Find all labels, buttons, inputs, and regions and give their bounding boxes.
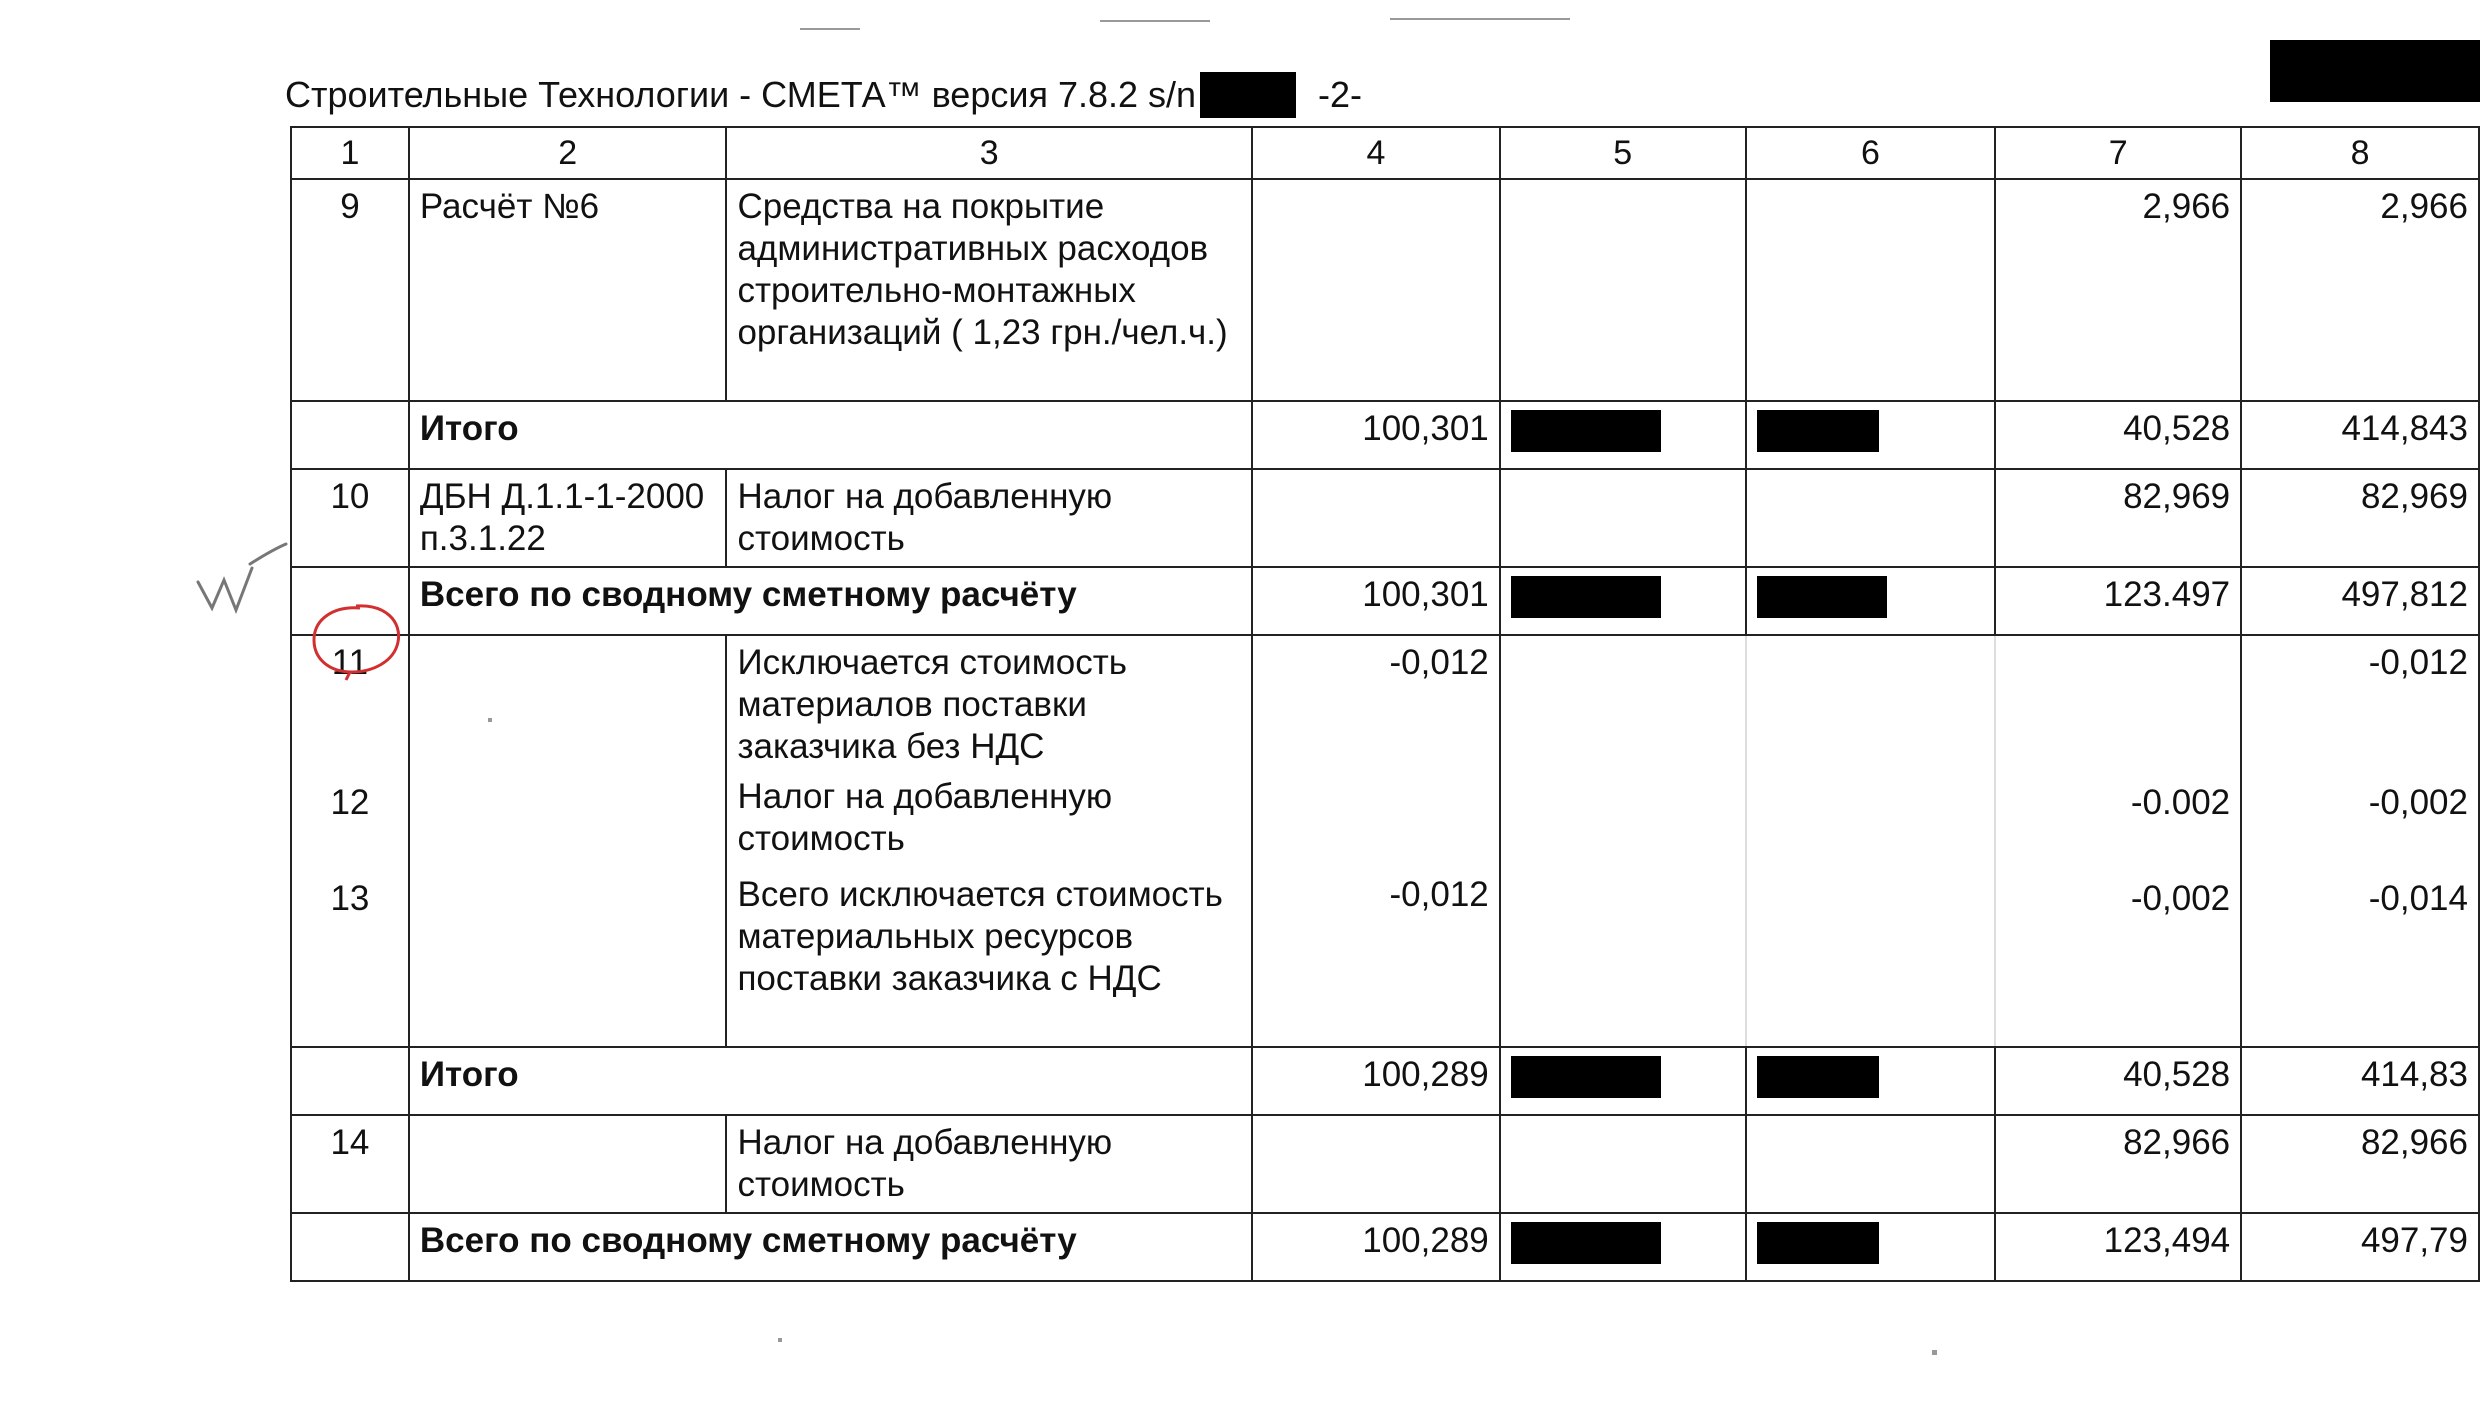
column-number: 3 — [726, 127, 1252, 179]
cell-col5 — [1500, 635, 1746, 1047]
value-redaction — [1511, 1222, 1661, 1264]
row-basis: ДБН Д.1.1-1-2000 п.3.1.22 — [409, 469, 727, 567]
cell-col5 — [1500, 401, 1746, 469]
row-number: 9 — [291, 179, 409, 401]
row-number-empty — [291, 401, 409, 469]
cell-col8: 497,79 — [2241, 1213, 2479, 1281]
cell-col4: -0,012 — [1389, 643, 1489, 682]
cell-col5 — [1500, 469, 1746, 567]
row-description: Налог на добавленную стоимость — [726, 1115, 1252, 1213]
cell-col5 — [1500, 1047, 1746, 1115]
row-number: 14 — [291, 1115, 409, 1213]
total-row — [291, 1213, 2479, 1281]
cell-col4-stack — [1252, 635, 1500, 1047]
row-label: Итого — [409, 1047, 1252, 1115]
cell-col6 — [1746, 179, 1996, 401]
value-redaction — [1511, 1056, 1661, 1098]
column-number: 5 — [1500, 127, 1746, 179]
row-description: Всего исключается стоимость материальных ресурсов поставки заказчика с НДС — [737, 875, 1223, 998]
cell-col4: 100,301 — [1252, 401, 1500, 469]
scan-speck — [1932, 1350, 1937, 1355]
cell-col8: -0,002 — [2368, 783, 2468, 822]
row-number: 12 — [330, 783, 370, 822]
header-title: Строительные Технологии - СМЕТА™ версия 7.8.2 s/n — [285, 74, 1197, 115]
cell-col8-stack — [2241, 635, 2479, 1047]
cell-col7: 123,494 — [1995, 1213, 2241, 1281]
cell-col7: 123.497 — [1995, 567, 2241, 635]
scan-speck — [800, 28, 860, 30]
row-description: Средства на покрытие административных расходов строительно-монтажных организаций ( 1,23 грн./чел.ч.) — [726, 179, 1252, 401]
value-redaction — [1757, 1222, 1879, 1264]
value-redaction — [1511, 410, 1661, 452]
cell-col7: 2,966 — [1995, 179, 2241, 401]
value-redaction — [1757, 410, 1879, 452]
cell-col5 — [1500, 179, 1746, 401]
cell-col4: 100,301 — [1252, 567, 1500, 635]
cell-col7: -0,002 — [2130, 879, 2231, 918]
row-number: 13 — [330, 879, 370, 918]
handwritten-check-mark — [190, 520, 300, 630]
cell-col6 — [1746, 1047, 1996, 1115]
cell-col4: 100,289 — [1252, 1047, 1500, 1115]
column-number: 8 — [2241, 127, 2479, 179]
row-description: Исключается стоимость материалов поставки заказчика без НДС — [737, 643, 1127, 766]
table-row — [291, 1115, 2479, 1213]
column-number: 2 — [409, 127, 727, 179]
row-description: Налог на добавленную стоимость — [726, 469, 1252, 567]
value-redaction — [1757, 1056, 1879, 1098]
row-description-stack — [726, 635, 1252, 1047]
serial-redaction — [1200, 72, 1296, 118]
cell-col6 — [1746, 469, 1996, 567]
column-number: 4 — [1252, 127, 1500, 179]
cell-col8: -0,014 — [2368, 879, 2468, 918]
column-number: 7 — [1995, 127, 2241, 179]
cell-col7 — [2006, 642, 2230, 774]
cell-col6 — [1746, 1115, 1996, 1213]
red-circle-annotation — [306, 598, 406, 684]
cell-col4 — [1252, 1115, 1500, 1213]
cell-col7: 40,528 — [1995, 1047, 2241, 1115]
cell-col8: 414,83 — [2241, 1047, 2479, 1115]
row-number: 10 — [291, 469, 409, 567]
cell-col8: 2,966 — [2241, 179, 2479, 401]
subtotal-row — [291, 401, 2479, 469]
subtotal-row — [291, 1047, 2479, 1115]
cell-col4: 100,289 — [1252, 1213, 1500, 1281]
row-basis-empty — [409, 1115, 727, 1213]
row-label: Итого — [409, 401, 1252, 469]
row-number-empty — [291, 1213, 409, 1281]
cell-col6 — [1746, 635, 1996, 1047]
row-number-stack — [291, 635, 409, 1047]
scan-speck — [778, 1338, 782, 1342]
value-redaction — [1757, 576, 1887, 618]
cell-col8: -0,012 — [2368, 643, 2468, 682]
column-number: 6 — [1746, 127, 1996, 179]
column-header-row — [291, 127, 2479, 179]
cell-col7-stack — [1995, 635, 2241, 1047]
row-basis: Расчёт №6 — [409, 179, 727, 401]
cell-col5 — [1500, 1213, 1746, 1281]
row-number-empty — [291, 1047, 409, 1115]
row-number: 11 — [331, 643, 369, 682]
cell-col8: 497,812 — [2241, 567, 2479, 635]
cell-col4 — [1252, 179, 1500, 401]
cell-col7: 40,528 — [1995, 401, 2241, 469]
scan-speck — [1390, 18, 1570, 20]
cell-col6 — [1746, 567, 1996, 635]
document-header — [285, 72, 1362, 118]
table-row — [291, 469, 2479, 567]
cell-col7: -0.002 — [2130, 783, 2231, 822]
table-row — [291, 179, 2479, 401]
cell-col7: 82,966 — [1995, 1115, 2241, 1213]
row-label: Всего по сводному сметному расчёту — [409, 1213, 1252, 1281]
cell-col4: -0,012 — [1389, 875, 1489, 914]
value-redaction — [1511, 576, 1661, 618]
corner-redaction — [2270, 40, 2480, 102]
scan-speck — [1100, 20, 1210, 22]
excluded-items-block — [291, 635, 2479, 1047]
row-basis-empty — [409, 635, 727, 1047]
row-label: Всего по сводному сметному расчёту — [409, 567, 1252, 635]
cell-col5 — [1500, 567, 1746, 635]
cell-col8: 82,969 — [2241, 469, 2479, 567]
estimate-table — [290, 126, 2480, 1282]
row-description: Налог на добавленную стоимость — [737, 777, 1113, 858]
cell-col8: 82,966 — [2241, 1115, 2479, 1213]
page-number: -2- — [1318, 74, 1363, 115]
cell-col7: 82,969 — [1995, 469, 2241, 567]
cell-col8: 414,843 — [2241, 401, 2479, 469]
column-number: 1 — [291, 127, 409, 179]
cell-col6 — [1746, 401, 1996, 469]
cell-col4 — [1252, 469, 1500, 567]
cell-col5 — [1500, 1115, 1746, 1213]
cell-col6 — [1746, 1213, 1996, 1281]
total-row — [291, 567, 2479, 635]
